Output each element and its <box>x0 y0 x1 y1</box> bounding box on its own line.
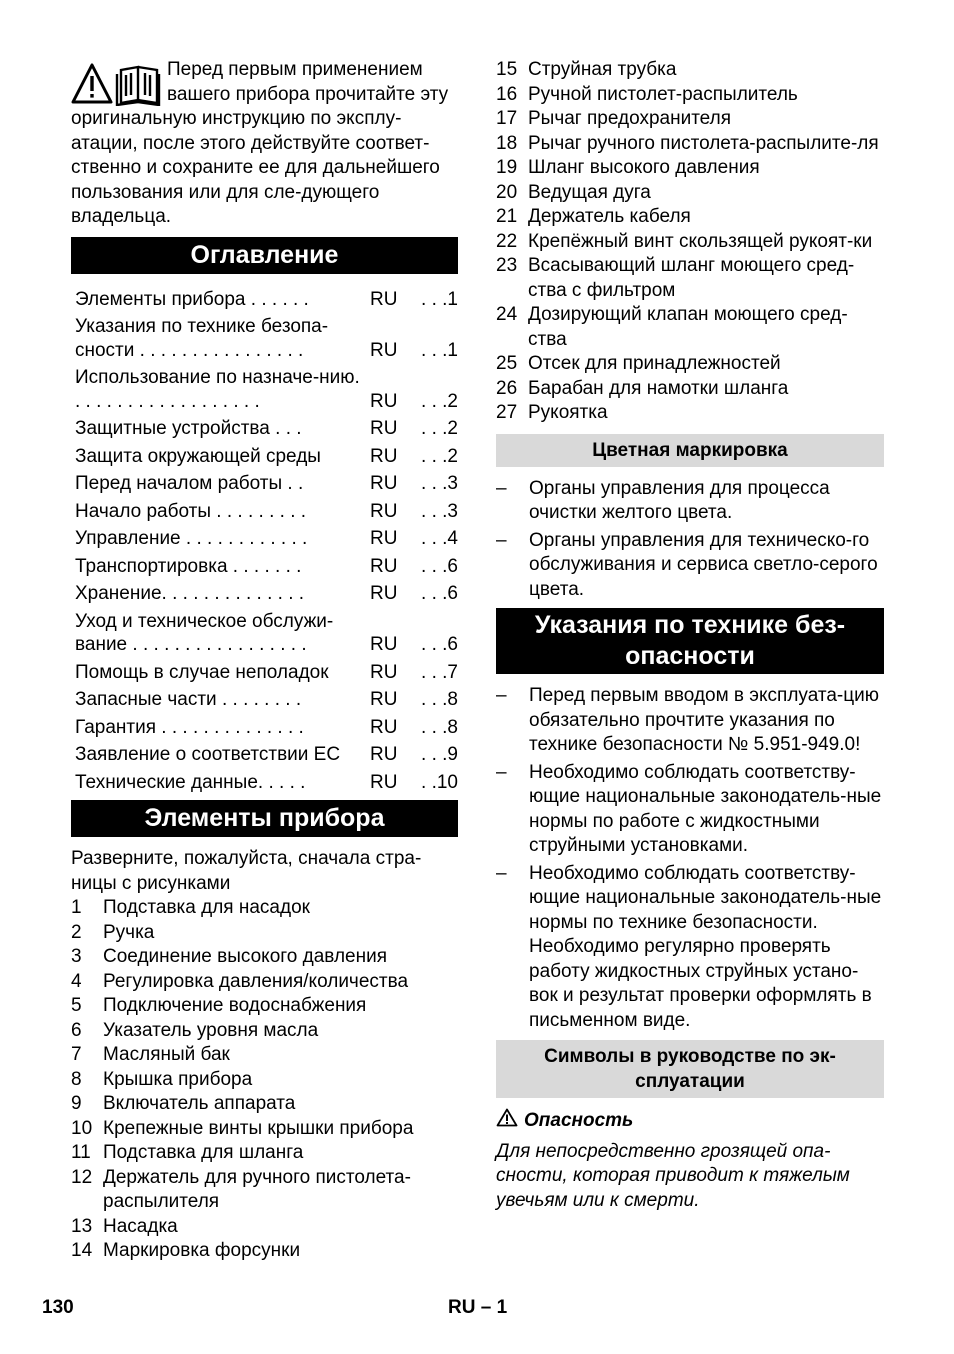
toc-entry-title: Уход и техническое обслужи-вание . . . . . . . . . . . . . . . . . <box>75 610 334 655</box>
list-item <box>71 1068 458 1093</box>
list-item <box>496 58 884 83</box>
list-item <box>496 230 884 255</box>
item-text: Перед первым вводом в эксплуата-цию обязательно прочтите указания по технике безопасности № 5.951-949.0! <box>529 685 879 755</box>
toc-row <box>71 366 458 417</box>
list-item <box>496 254 884 303</box>
item-text: Отсек для принадлежностей <box>528 353 781 374</box>
item-text: Включатель аппарата <box>103 1093 296 1114</box>
page-number: 130 <box>42 1297 74 1318</box>
item-text: Подключение водоснабжения <box>103 995 367 1016</box>
danger-title <box>496 1108 884 1134</box>
toc-entry-title: Технические данные. . . . . <box>75 771 306 793</box>
item-number: 22 <box>496 230 518 252</box>
item-number: 19 <box>496 157 518 178</box>
item-text: Всасывающий шланг моющего сред-ства с фильтром <box>528 255 855 301</box>
toc-entry-title: Заявление о соответствии ЕС <box>75 744 341 765</box>
list-item <box>496 132 884 157</box>
item-text: Указатель уровня масла <box>103 1019 319 1041</box>
item-text: Шланг высокого давления <box>528 157 760 178</box>
item-number: 4 <box>71 970 82 992</box>
toc-row <box>71 610 458 661</box>
toc-row <box>71 288 458 316</box>
toc-entry-page: . . .6 <box>421 555 458 577</box>
item-number: 20 <box>496 181 518 203</box>
toc-entry-title: Хранение. . . . . . . . . . . . . . <box>75 583 305 604</box>
dash-bullet: – <box>496 529 507 551</box>
list-item <box>496 684 884 758</box>
toc-entry-lang: RU <box>370 634 398 655</box>
list-item <box>496 529 884 603</box>
warning-triangle-small-icon <box>496 1108 518 1127</box>
right-column <box>496 58 884 1213</box>
toc-entry-title: Помощь в случае неполадок <box>75 661 329 683</box>
elements-intro: Разверните, пожалуйста, сначала стра-ницы с рисунками <box>71 848 422 894</box>
list-item <box>71 1141 458 1166</box>
item-text: Держатель для ручного пистолета-распылителя <box>103 1166 411 1212</box>
toc-entry-lang: RU <box>370 583 398 604</box>
item-text: Масляный бак <box>103 1044 230 1065</box>
toc-row <box>71 743 458 771</box>
toc-entry-title: Защитные устройства . . . <box>75 418 302 439</box>
list-item <box>71 896 458 921</box>
item-number: 24 <box>496 304 518 325</box>
warning-triangle-icon <box>73 65 111 102</box>
toc-entry-lang: RU <box>370 771 398 793</box>
toc-row <box>71 500 458 528</box>
item-text: Необходимо соблюдать соответству-ющие национальные законодатель-ные нормы по работе с жидкостными струйными установками. <box>529 761 882 856</box>
toc-entry-page: . . .2 <box>421 445 458 467</box>
list-item <box>496 401 884 426</box>
toc-entry-title: Перед началом работы . . <box>75 473 304 494</box>
item-number: 10 <box>71 1117 93 1139</box>
list-item <box>496 352 884 377</box>
toc-entry-lang: RU <box>370 528 398 549</box>
toc-entry-title: Указания по технике безопа-сности . . . . . . . . . . . . . . . . <box>75 316 329 361</box>
toc-entry-title: Использование по назначе-нию. . . . . . . . . . . . . . . . . . . <box>75 367 360 412</box>
elements-list-right <box>496 58 884 426</box>
safety-list <box>496 684 884 1033</box>
item-number: 18 <box>496 132 518 154</box>
item-text: Регулировка давления/количества <box>103 970 409 992</box>
toc-entry-lang: RU <box>370 445 398 467</box>
toc-row <box>71 315 458 366</box>
list-item <box>496 205 884 230</box>
toc-row <box>71 555 458 583</box>
toc-entry-page: . . .2 <box>421 390 458 412</box>
toc-row <box>71 582 458 610</box>
item-number: 13 <box>71 1215 93 1237</box>
item-text: Органы управления для процесса очистки желтого цвета. <box>529 477 830 523</box>
item-number: 9 <box>71 1093 82 1114</box>
list-item <box>71 945 458 970</box>
color-marking-heading: Цветная маркировка <box>496 434 884 467</box>
toc-entry-page: . . .3 <box>421 500 458 522</box>
item-text: Дозирующий клапан моющего сред-ства <box>528 304 848 350</box>
item-number: 8 <box>71 1068 82 1090</box>
left-column <box>71 58 458 1264</box>
toc-entry-page: . . .8 <box>421 689 458 710</box>
item-number: 17 <box>496 108 518 129</box>
item-number: 6 <box>71 1019 82 1041</box>
item-number: 15 <box>496 59 518 80</box>
toc-heading: Оглавление <box>71 237 458 274</box>
list-item <box>496 377 884 402</box>
list-item <box>71 1215 458 1240</box>
toc-entry-page: . .10 <box>421 771 458 793</box>
toc-entry-title: Гарантия . . . . . . . . . . . . . . <box>75 716 304 738</box>
item-text: Рукоятка <box>528 402 608 423</box>
item-text: Ручной пистолет-распылитель <box>528 83 798 105</box>
footer-section-label: RU – 1 <box>448 1297 508 1318</box>
intro-text: Перед первым применением вашего прибора прочитайте эту оригинальную инструкцию по эксплу-атации, после этого действуйте соответ-ственно и сохраните ее для дальнейшего пользования или для сле-дующего владельца. <box>71 59 449 227</box>
list-item <box>496 156 884 181</box>
item-text: Рычаг предохранителя <box>528 108 731 129</box>
item-number: 26 <box>496 377 518 399</box>
toc-entry-page: . . .8 <box>421 716 458 738</box>
item-text: Крепёжный винт скользящей рукоят-ки <box>528 230 873 252</box>
toc-entry-lang: RU <box>370 689 398 710</box>
toc-entry-page: . . .9 <box>421 744 458 765</box>
toc-row <box>71 445 458 473</box>
item-number: 5 <box>71 995 82 1016</box>
list-item <box>71 1092 458 1117</box>
list-item <box>71 970 458 995</box>
item-text: Соединение высокого давления <box>103 946 387 967</box>
toc-entry-lang: RU <box>370 555 398 577</box>
item-text: Подставка для насадок <box>103 897 310 918</box>
item-text: Струйная трубка <box>528 59 677 80</box>
toc-entry-page: . . .1 <box>421 339 458 361</box>
toc-entry-lang: RU <box>370 390 398 412</box>
toc-row <box>71 527 458 555</box>
toc-entry-title: Транспортировка . . . . . . . <box>75 555 302 577</box>
list-item <box>71 1043 458 1068</box>
item-text: Ведущая дуга <box>528 181 651 203</box>
danger-title-text: Опасность <box>524 1110 634 1131</box>
toc-row <box>71 472 458 500</box>
list-item <box>496 303 884 352</box>
item-text: Рычаг ручного пистолета-распылите-ля <box>528 132 879 154</box>
item-text: Барабан для намотки шланга <box>528 377 789 399</box>
intro-block <box>71 58 458 230</box>
toc-entry-title: Управление . . . . . . . . . . . . <box>75 528 308 549</box>
danger-text: Для непосредственно грозящей опа-сности, которая приводит к тяжелым увечьям или к смерти. <box>496 1140 850 1211</box>
item-number: 1 <box>71 897 82 918</box>
list-item <box>496 761 884 859</box>
item-text: Ручка <box>103 921 155 943</box>
dash-bullet: – <box>496 761 507 783</box>
item-number: 11 <box>71 1142 91 1163</box>
toc-row <box>71 661 458 689</box>
list-item <box>496 83 884 108</box>
toc-entry-page: . . .6 <box>421 634 458 655</box>
list-item <box>71 1166 458 1215</box>
item-number: 27 <box>496 402 518 423</box>
item-text: Маркировка форсунки <box>103 1240 301 1261</box>
toc-entry-title: Элементы прибора . . . . . . <box>75 288 309 310</box>
item-text: Насадка <box>103 1215 178 1237</box>
toc-row <box>71 688 458 716</box>
elements-heading: Элементы прибора <box>71 800 458 837</box>
intro-icons <box>71 62 161 106</box>
item-number: 12 <box>71 1166 93 1188</box>
list-item <box>71 1239 458 1264</box>
toc-entry-lang: RU <box>370 288 398 310</box>
item-text: Держатель кабеля <box>528 206 691 227</box>
list-item <box>496 107 884 132</box>
toc-entry-lang: RU <box>370 500 398 522</box>
item-number: 16 <box>496 83 518 105</box>
toc-entry-lang: RU <box>370 418 398 439</box>
color-marking-list <box>496 477 884 603</box>
item-text: Подставка для шланга <box>103 1142 304 1163</box>
toc-entry-lang: RU <box>370 339 398 361</box>
list-item <box>496 477 884 526</box>
list-item <box>71 994 458 1019</box>
item-number: 7 <box>71 1044 82 1065</box>
list-item <box>71 921 458 946</box>
item-number: 14 <box>71 1240 93 1261</box>
toc-entry-page: . . .2 <box>421 418 458 439</box>
toc-entry-lang: RU <box>370 716 398 738</box>
list-item <box>71 1019 458 1044</box>
list-item <box>71 1117 458 1142</box>
elements-list-left <box>71 896 458 1264</box>
toc-entry-page: . . .1 <box>421 288 458 310</box>
toc-entry-page: . . .3 <box>421 473 458 494</box>
toc-entry-lang: RU <box>370 661 398 683</box>
item-text: Крышка прибора <box>103 1068 253 1090</box>
toc-entry-page: . . .6 <box>421 583 458 604</box>
toc-row <box>71 716 458 744</box>
toc-entry-title: Запасные части . . . . . . . . <box>75 689 302 710</box>
open-book-icon <box>117 67 159 105</box>
list-item <box>496 181 884 206</box>
item-number: 25 <box>496 353 518 374</box>
item-text: Органы управления для техническо-го обслуживания и сервиса светло-серого цвета. <box>529 529 878 600</box>
item-text: Необходимо соблюдать соответству-ющие национальные законодатель-ные нормы по технике безопасности. Необходимо регулярно проверять работу жидкостных струйных устано-вок и результат проверки оформлять в письменном виде. <box>529 862 882 1031</box>
item-text: Крепежные винты крышки прибора <box>103 1117 414 1139</box>
dash-bullet: – <box>496 862 507 884</box>
toc-row <box>71 417 458 445</box>
toc-entry-lang: RU <box>370 473 398 494</box>
toc-entry-lang: RU <box>370 744 398 765</box>
toc-entry-title: Начало работы . . . . . . . . . <box>75 500 307 522</box>
item-number: 23 <box>496 255 518 276</box>
safety-heading: Указания по технике без-опасности <box>496 608 884 674</box>
toc-entry-page: . . .7 <box>421 661 458 683</box>
toc-entry-page: . . .4 <box>421 528 458 549</box>
item-number: 3 <box>71 946 82 967</box>
symbols-heading: Символы в руководстве по эк-сплуатации <box>496 1040 884 1098</box>
item-number: 2 <box>71 921 82 943</box>
item-number: 21 <box>496 206 518 227</box>
toc-row <box>71 771 458 799</box>
dash-bullet: – <box>496 685 507 706</box>
table-of-contents <box>71 288 458 799</box>
list-item <box>496 862 884 1034</box>
dash-bullet: – <box>496 477 507 499</box>
toc-entry-title: Защита окружающей среды <box>75 445 321 467</box>
